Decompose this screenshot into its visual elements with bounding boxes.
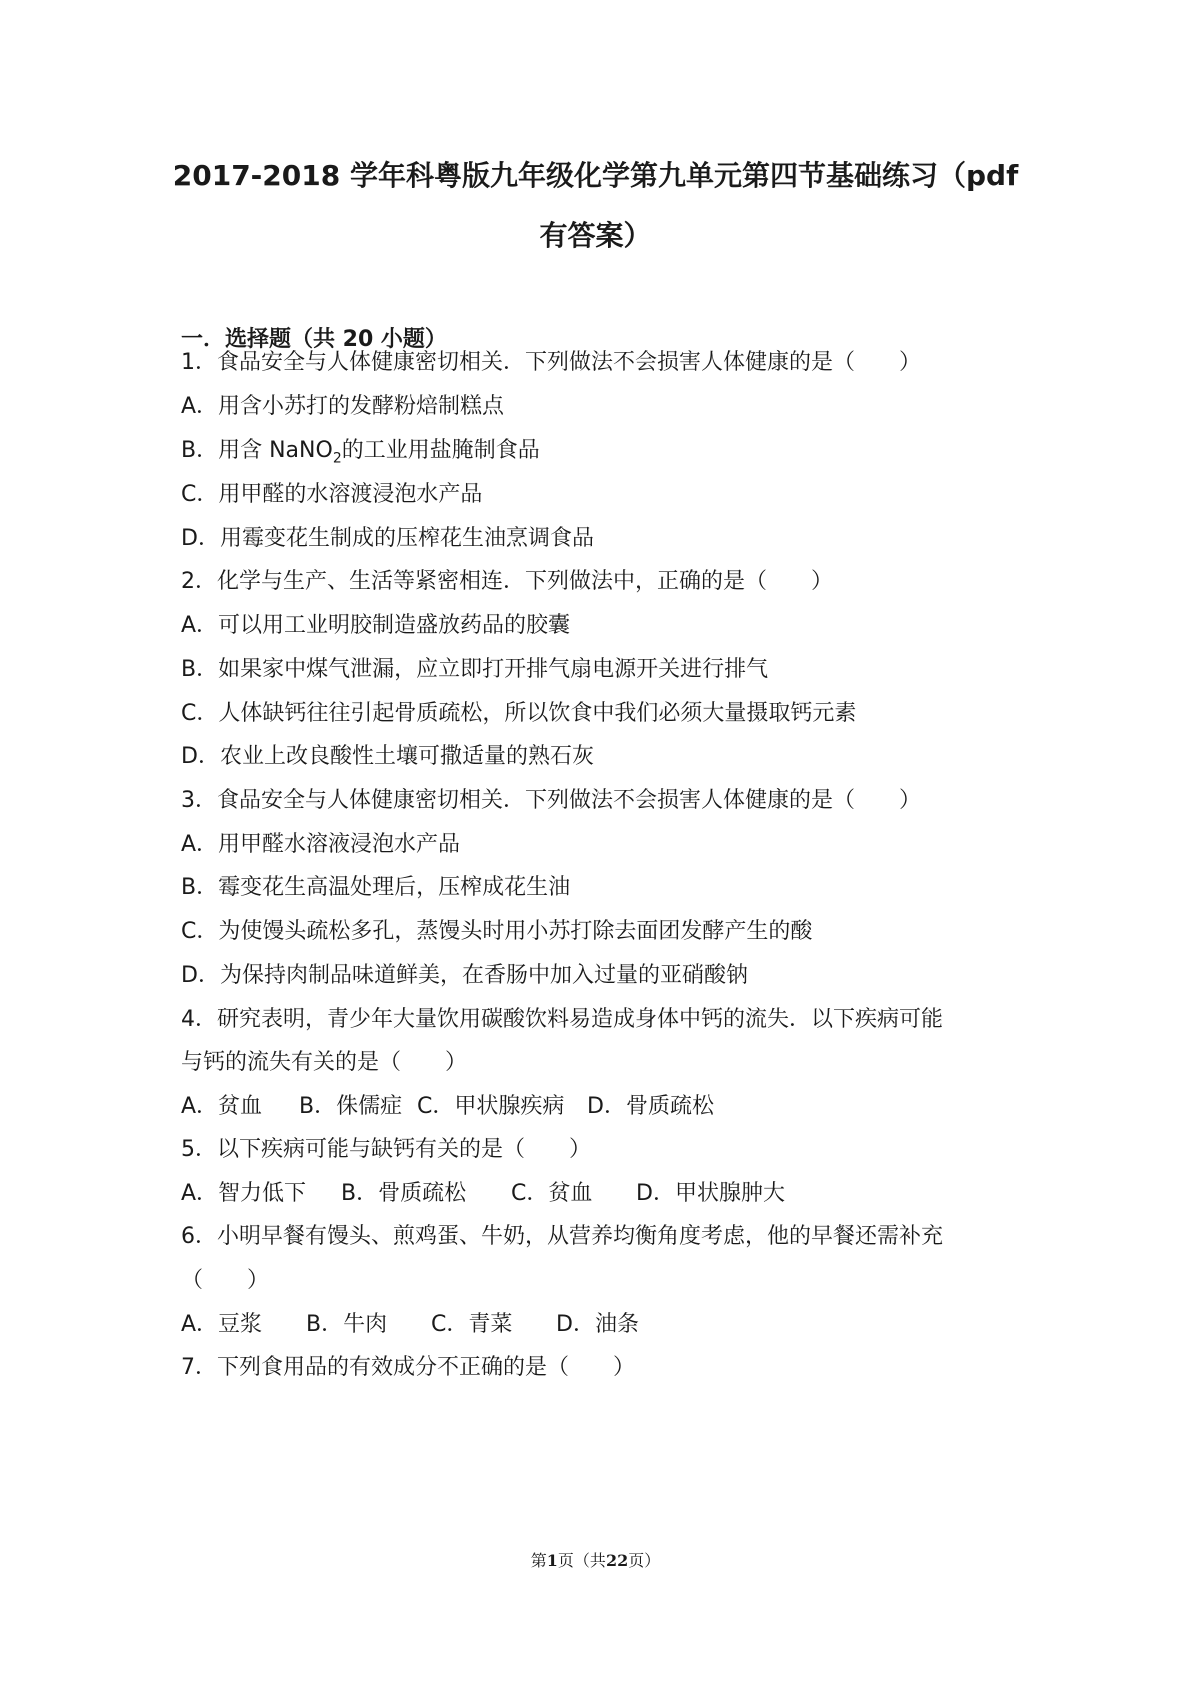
document-title-line-2: 有答案）	[539, 219, 652, 252]
option-b-subscript: 2	[332, 450, 342, 467]
question-2-option-b: B．如果家中煤气泄漏，应立即打开排气扇电源开关进行排气	[181, 657, 769, 682]
question-5-stem: 5．以下疾病可能与缺钙有关的是（ ）	[181, 1137, 591, 1162]
question-3-stem: 3．食品安全与人体健康密切相关．下列做法不会损害人体健康的是（ ）	[181, 788, 921, 813]
question-6-option-d: D．油条	[556, 1312, 639, 1337]
question-1-option-c: C．用甲醛的水溶渡浸泡水产品	[181, 482, 483, 507]
option-b-text: B．用含 NaNO	[181, 438, 333, 463]
question-4-option-a: A．贫血	[181, 1094, 263, 1119]
question-3-option-b: B．霉变花生高温处理后，压榨成花生油	[181, 875, 571, 900]
document-title-line-1: 2017-2018 学年科粤版九年级化学第九单元第四节基础练习（pdf	[172, 159, 1019, 192]
question-2-option-a: A．可以用工业明胶制造盛放药品的胶囊	[181, 613, 571, 638]
question-3-option-d: D．为保持肉制品味道鲜美，在香肠中加入过量的亚硝酸钠	[181, 963, 748, 988]
question-7-stem: 7．下列食用品的有效成分不正确的是（ ）	[181, 1355, 635, 1380]
question-5-option-c: C．贫血	[511, 1181, 593, 1206]
question-6-option-c: C．青菜	[431, 1312, 513, 1337]
footer-prefix: 第	[530, 1551, 547, 1570]
footer-middle: 页（共	[557, 1551, 606, 1570]
question-4-option-c: C．甲状腺疾病	[417, 1094, 565, 1119]
footer-page-number: 1	[546, 1551, 558, 1570]
question-6-stem-line-1: 6．小明早餐有馒头、煎鸡蛋、牛奶，从营养均衡角度考虑，他的早餐还需补充	[181, 1224, 943, 1249]
question-1-option-d: D．用霉变花生制成的压榨花生油烹调食品	[181, 526, 594, 551]
question-5-option-d: D．甲状腺肿大	[636, 1181, 785, 1206]
question-4-options	[181, 1089, 714, 1120]
section-heading: 一．选择题（共 20 小题）	[181, 327, 447, 352]
footer-suffix: 页）	[628, 1551, 661, 1570]
page-number-footer	[0, 1548, 1191, 1571]
question-6-options	[181, 1307, 639, 1338]
question-2-option-d: D．农业上改良酸性土壤可撒适量的熟石灰	[181, 744, 594, 769]
option-b-text-rest: 的工业用盐腌制食品	[341, 438, 540, 463]
question-6-option-a: A．豆浆	[181, 1312, 263, 1337]
question-3-option-c: C．为使馒头疏松多孔，蒸馒头时用小苏打除去面团发酵产生的酸	[181, 919, 813, 944]
question-6-stem-line-2: （ ）	[181, 1268, 270, 1293]
question-3-option-a: A．用甲醛水溶液浸泡水产品	[181, 832, 461, 857]
question-6-option-b: B．牛肉	[306, 1312, 388, 1337]
question-5-option-a: A．智力低下	[181, 1181, 307, 1206]
question-5-option-b: B．骨质疏松	[341, 1181, 467, 1206]
question-4-option-d: D．骨质疏松	[587, 1094, 714, 1119]
question-4-option-b: B．侏儒症	[299, 1094, 403, 1119]
footer-total-pages: 22	[605, 1551, 629, 1570]
question-1-option-a: A．用含小苏打的发酵粉焙制糕点	[181, 394, 505, 419]
question-2-option-c: C．人体缺钙往往引起骨质疏松，所以饮食中我们必须大量摄取钙元素	[181, 701, 857, 726]
question-5-options	[181, 1176, 785, 1207]
question-1-option-b	[181, 433, 540, 466]
question-2-stem: 2．化学与生产、生活等紧密相连．下列做法中，正确的是（ ）	[181, 569, 833, 594]
question-4-stem-line-2: 与钙的流失有关的是（ ）	[181, 1050, 468, 1075]
question-4-stem-line-1: 4．研究表明，青少年大量饮用碳酸饮料易造成身体中钙的流失．以下疾病可能	[181, 1007, 943, 1032]
question-1-stem: 1．食品安全与人体健康密切相关．下列做法不会损害人体健康的是（ ）	[181, 350, 921, 375]
